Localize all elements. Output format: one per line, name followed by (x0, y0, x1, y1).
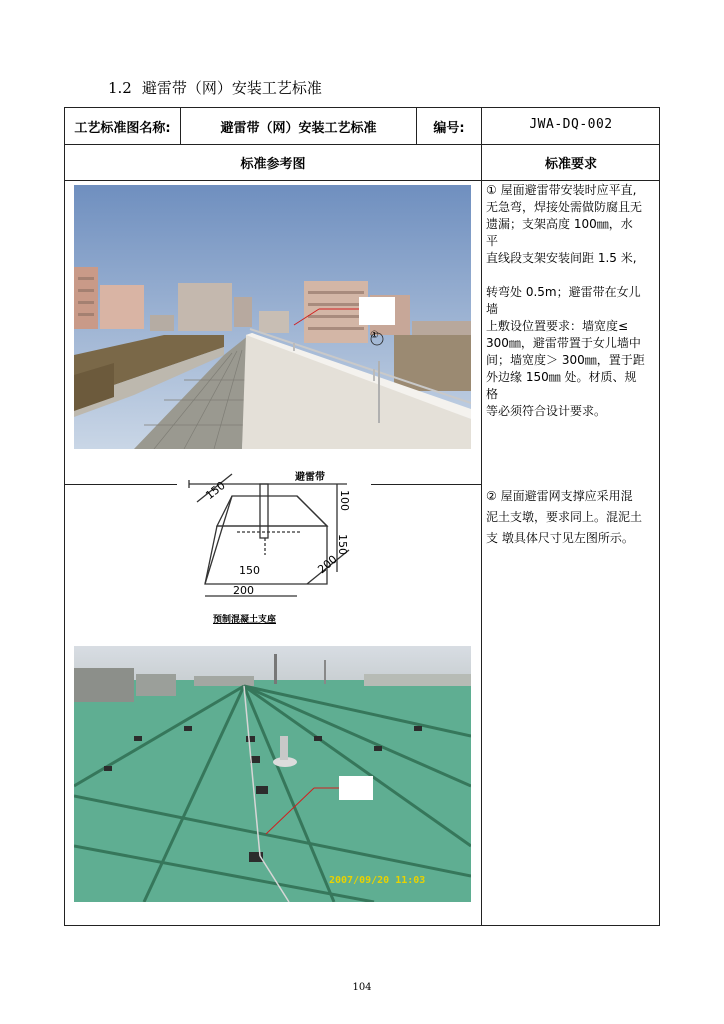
req-line: 无急弯，焊接处需做防腐且无 (486, 200, 643, 214)
green-roof-photo-image (74, 646, 471, 902)
reference-image-header: 标准参考图 (240, 157, 306, 172)
dim-100: 100 (338, 490, 351, 511)
callout-number: ① (370, 330, 379, 341)
dim-150-inner: 150 (239, 564, 260, 577)
req-line: 上敷设位置要求：墙宽度≤ (486, 319, 629, 333)
col-divider (481, 108, 482, 925)
image-divider (65, 484, 177, 485)
name-value: 避雷带（网）安装工艺标准 (220, 120, 377, 136)
image-divider (371, 484, 481, 485)
diagram-top-label: 避雷带 (295, 472, 325, 483)
section-number: 1.2 (108, 79, 132, 97)
dim-150-top: 150 (203, 478, 228, 503)
req-line: 直线段支架安装间距 1.5 米, (486, 251, 637, 265)
name-label: 工艺标准图名称: (74, 120, 171, 136)
requirement-2 (486, 486, 660, 549)
requirement-1 (486, 182, 660, 420)
requirements-header: 标准要求 (544, 157, 597, 172)
req-line: 支 墩具体尺寸见左图所示。 (486, 531, 634, 545)
section-heading (108, 79, 370, 98)
parapet-photo-image (74, 185, 471, 449)
page-number: 104 (352, 982, 372, 993)
req-line: 泥土支墩，要求同上。混泥土 (486, 510, 643, 524)
req-line: 等必须符合设计要求。 (486, 404, 607, 418)
row-divider (65, 180, 659, 181)
support-diagram (177, 460, 369, 632)
standard-table (64, 107, 660, 926)
dim-150-right: 150 (336, 534, 349, 555)
req-line: 格 (486, 387, 499, 401)
req-line: 间；墙宽度＞ 300㎜，置于距 (486, 353, 645, 367)
req-line: 300㎜，避雷带置于女儿墙中 (486, 336, 641, 350)
dim-200-bottom: 200 (233, 584, 254, 597)
req-line: 转弯处 0.5m；避雷带在女儿 (486, 285, 641, 299)
parapet-photo (74, 185, 471, 449)
dim-200-side: 200 (315, 552, 340, 577)
req-line: 外边缘 150㎜ 处。材质、规 (486, 370, 637, 384)
req-line (486, 267, 660, 284)
req-line: ② 屋面避雷网支撑应采用混 (486, 489, 633, 503)
req-line: ① 屋面避雷带安装时应平直, (486, 183, 637, 197)
req-line: 遗漏；支架高度 100㎜，水 (486, 217, 633, 231)
req-line: 墙 (486, 302, 499, 316)
diagram-bottom-label: 预制混凝土支座 (213, 615, 277, 625)
section-title: 避雷带（网）安装工艺标准 (141, 79, 322, 97)
code-value: JWA-DQ-002 (529, 117, 613, 132)
code-label: 编号: (433, 120, 465, 136)
photo-timestamp: 2007/09/20 11:03 (329, 875, 426, 886)
green-roof-photo (74, 646, 471, 902)
req-line: 平 (486, 234, 499, 248)
